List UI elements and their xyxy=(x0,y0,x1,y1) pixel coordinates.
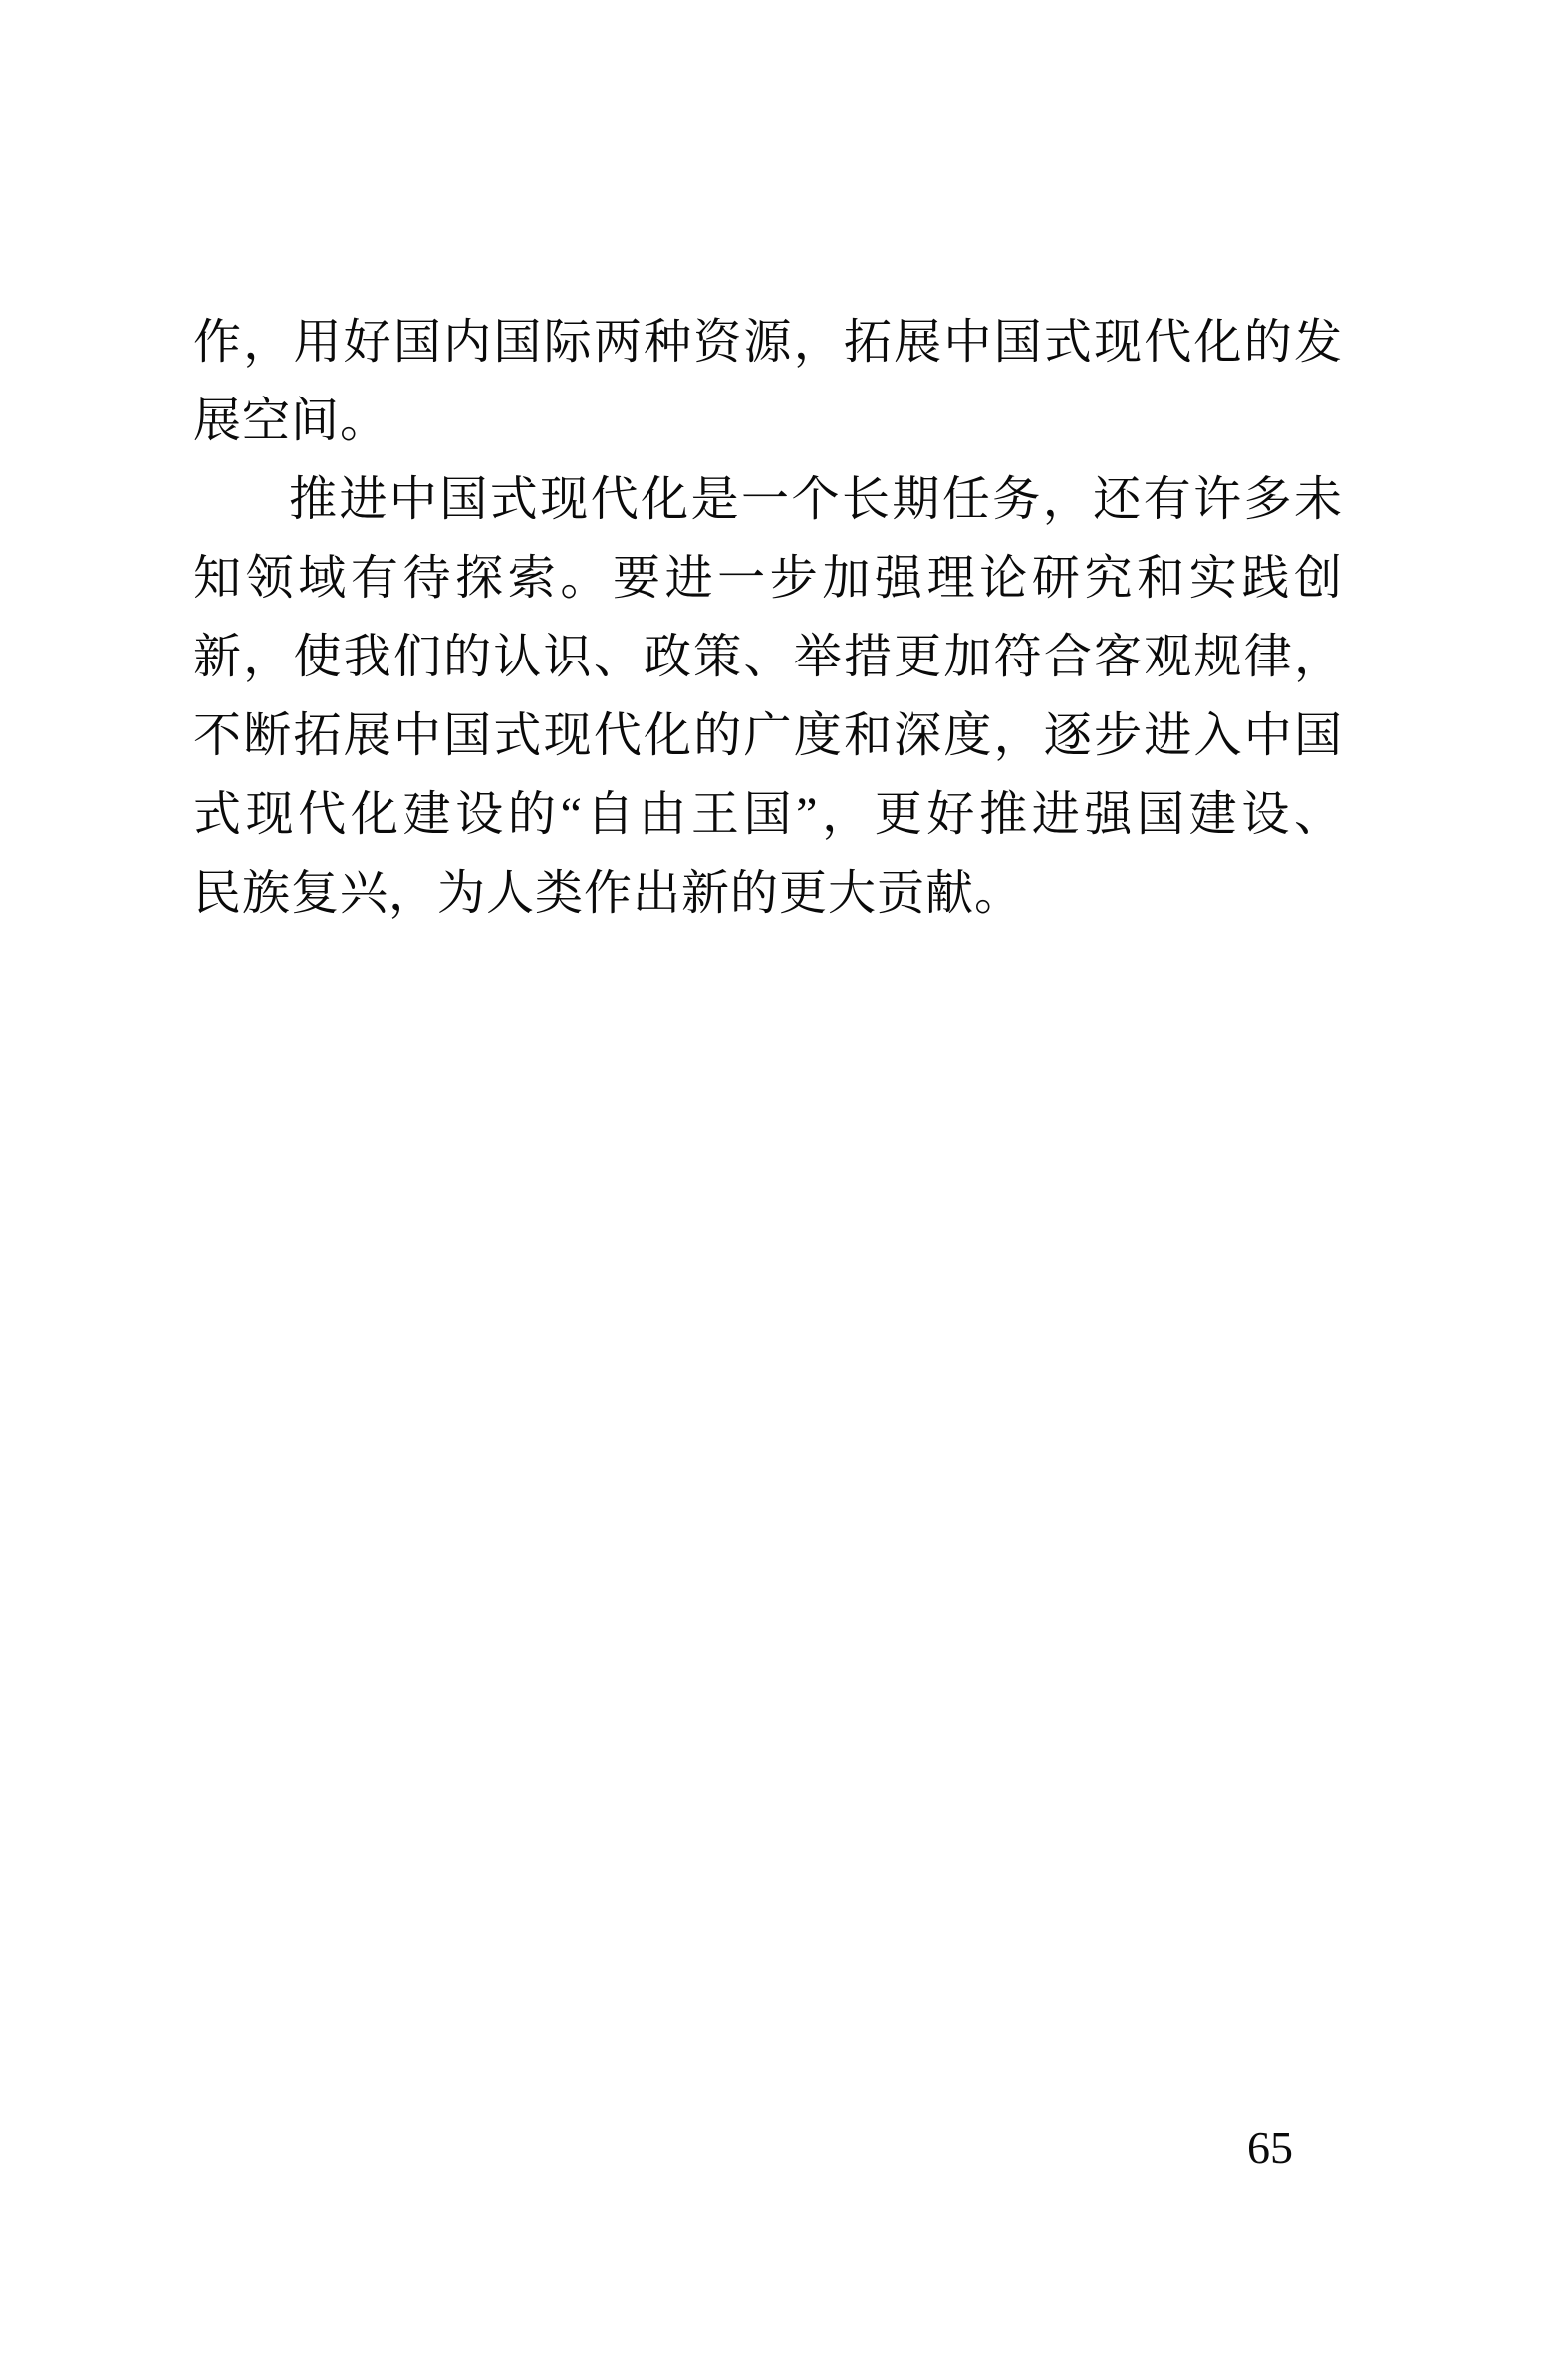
paragraph-line: 作，用好国内国际两种资源，拓展中国式现代化的发 xyxy=(193,316,1343,369)
paragraph-line: 知领域有待探索。要进一步加强理论研究和实践创 xyxy=(193,552,1343,605)
paragraph-line: 推进中国式现代化是一个长期任务，还有许多未 xyxy=(289,473,1343,526)
paragraph-line: 民族复兴，为人类作出新的更大贡献。 xyxy=(193,867,1024,920)
paragraph-line: 不断拓展中国式现代化的广度和深度，逐步进入中国 xyxy=(193,709,1343,762)
paragraph-line: 式现代化建设的“自由王国”，更好推进强国建设、 xyxy=(193,788,1343,841)
paragraph-line: 新，使我们的认识、政策、举措更加符合客观规律， xyxy=(193,631,1343,683)
page-number: 65 xyxy=(1247,2122,1293,2173)
paragraph-line: 展空间。 xyxy=(193,395,389,447)
body-text-block xyxy=(193,303,1343,932)
